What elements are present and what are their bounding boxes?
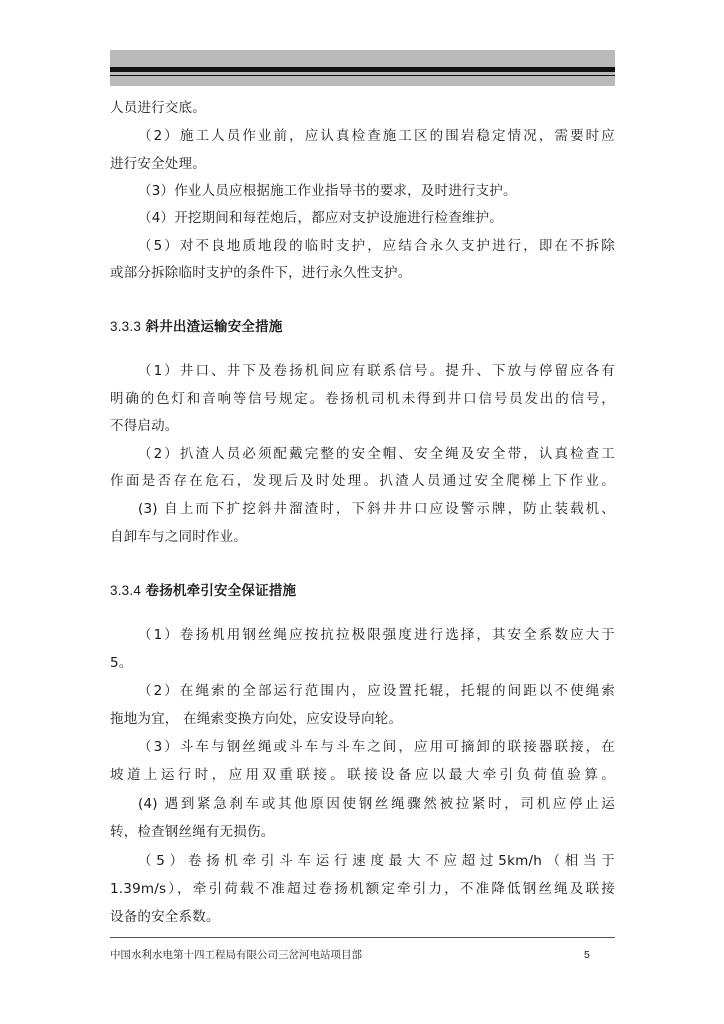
body-line: 不得启动。 (110, 418, 179, 434)
body-line: 5。 (110, 655, 133, 671)
section-title: 卷扬机牵引安全保证措施 (145, 583, 297, 599)
section-number: 3.3.4 (110, 583, 142, 598)
body-line: 设备的安全系数。 (110, 909, 220, 925)
body-line: 自卸车与之同时作业。 (110, 529, 247, 545)
body-line: (4) 遇到紧急刹车或其他原因使钢丝绳骤然被拉紧时，司机应停止运 (138, 796, 615, 812)
header-rule-thin (110, 75, 615, 76)
body-line: （2）施工人员作业前，应认真检查施工区的围岩稳定情况，需要时应 (138, 128, 615, 144)
header-rule (110, 67, 615, 72)
body-line: （5）对不良地质地段的临时支护，应结合永久支护进行，即在不拆除 (138, 238, 615, 254)
section-heading (110, 317, 615, 337)
body-line: （1）井口、井下及卷扬机间应有联系信号。提升、下放与停留应各有 (138, 363, 615, 379)
body-line: （3）作业人员应根据施工作业指导书的要求，及时进行支护。 (138, 183, 517, 199)
body-line: 或部分拆除临时支护的条件下，进行永久性支护。 (110, 265, 412, 281)
body-line: 作面是否存在危石，发现后及时处理。扒渣人员通过安全爬梯上下作业。 (110, 473, 615, 489)
page-number: 5 (584, 949, 590, 961)
body-line: （2）扒渣人员必须配戴完整的安全帽、安全绳及安全带，认真检查工 (138, 446, 615, 462)
body-line: 坡道上运行时，应用双重联接。联接设备应以最大牵引负荷值验算。 (110, 767, 615, 783)
body-line: （3）斗车与钢丝绳或斗车与斗车之间，应用可摘卸的联接器联接，在 (138, 739, 615, 755)
body-line: 转，检查钢丝绳有无损伤。 (110, 824, 275, 840)
body-line: （4）开挖期间和每茬炮后，都应对支护设施进行检查维护。 (138, 210, 503, 226)
footer-organization: 中国水利水电第十四工程局有限公司三岔河电站项目部 (110, 949, 362, 961)
body-line: （2）在绳索的全部运行范围内，应设置托辊，托辊的间距以不使绳索 (138, 683, 615, 699)
body-line: 拖地为宜， 在绳索变换方向处，应安设导向轮。 (110, 711, 403, 727)
body-line: (3) 自上而下扩挖斜井溜渣时，下斜井井口应设警示牌，防止装载机、 (138, 501, 615, 517)
body-line: （5）卷扬机牵引斗车运行速度最大不应超过5km/h（相当于 (138, 853, 615, 869)
body-line: 人员进行交底。 (110, 100, 206, 116)
body-line: 1.39m/s），牵引荷载不准超过卷扬机额定牵引力，不准降低钢丝绳及联接 (110, 881, 615, 897)
body-line: 明确的色灯和音响等信号规定。卷扬机司机未得到井口信号员发出的信号， (110, 391, 615, 407)
section-number: 3.3.3 (110, 319, 142, 334)
section-heading (110, 581, 615, 601)
footer-rule (110, 937, 615, 938)
body-line: 进行安全处理。 (110, 156, 206, 172)
section-title: 斜井出渣运输安全措施 (145, 319, 283, 335)
body-line: （1）卷扬机用钢丝绳应按抗拉极限强度进行选择，其安全系数应大于 (138, 627, 615, 643)
